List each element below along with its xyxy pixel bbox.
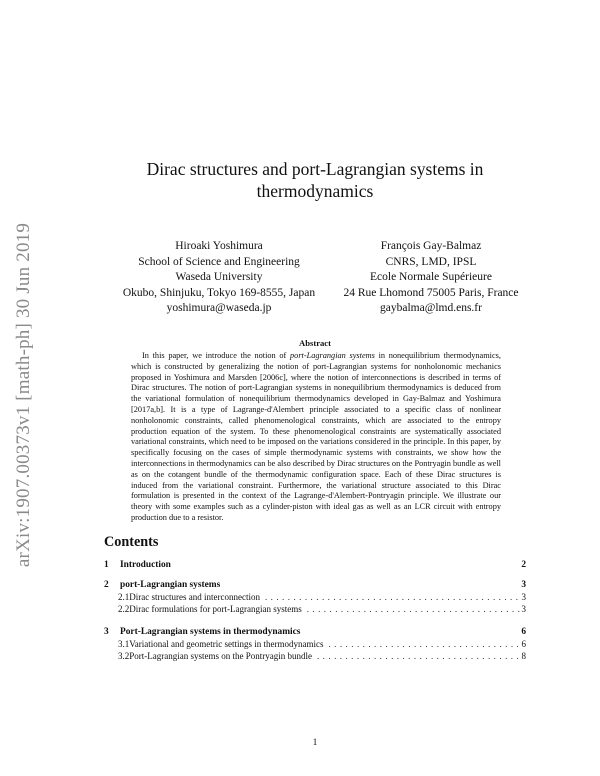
abstract-intro: In this paper, we introduce the notion of — [142, 351, 291, 360]
table-of-contents-section-3 — [104, 627, 526, 662]
table-of-contents-section-2 — [104, 580, 526, 615]
toc-label: Variational and geometric settings in thermodynamics — [129, 639, 324, 649]
toc-label: Port-Lagrangian systems in thermodynamics — [120, 627, 301, 637]
toc-leader-dots — [302, 604, 522, 614]
toc-entry-2-2[interactable] — [104, 604, 526, 616]
toc-number: 2 — [104, 580, 109, 590]
author-address: 24 Rue Lhomond 75005 Paris, France — [343, 286, 519, 299]
abstract-body: in nonequilibrium thermodynamics, which is constructed by generalizing the notion of port-Lagrangian systems for nonholonomic mechanics proposed in Yoshimura and Marsden [2006c], where the notion of interconnections is described in terms of Dirac structures. The notion of port-Lagrangian systems in nonequilibrium thermodynamics is deduced from the variational formulation of nonequilibrium thermodynamics developed in Gay-Balmaz and Yoshimura [2017a,b]. It is a type of Lagrange-d'Alembert principle associated to a specific class of nonlinear nonholonomic constraints, called phenomenological constraints, which are associated to the entropy production equation of the system. To these phenomenological constraints are systematically associated variational constraints, which need to be imposed on the variations considered in the principle. In this paper, by specifically focusing on the cases of simple thermodynamic systems with constraints, we show how the interconnections in thermodynamics can be also described by Dirac structures on the Pontryagin bundle as well as on the cotangent bundle of the thermodynamic configuration space. Each of these Dirac structures is induced from the variational constraint. Furthermore, the variational structure associated to this Dirac formulation is presented in the context of the Lagrange-d'Alembert-Pontryagin principle. We illustrate our theory with some examples such as a cylinder-piston with ideal gas as well as an LCR circuit with entropy production due to a resistor. — [131, 351, 501, 522]
toc-leader-dots — [323, 639, 521, 649]
toc-entry-3-1[interactable] — [104, 639, 526, 651]
table-of-contents — [104, 560, 526, 572]
abstract-text — [131, 351, 501, 524]
toc-number: 1 — [104, 560, 109, 570]
toc-number: 3.2 — [118, 650, 130, 661]
toc-entry-1[interactable] — [104, 560, 526, 572]
toc-page: 2 — [521, 560, 526, 570]
toc-page: 8 — [521, 650, 526, 661]
abstract-heading: Abstract — [299, 338, 331, 348]
contents-heading: Contents — [104, 534, 159, 550]
author-affiliation: Ecole Normale Supérieure — [370, 271, 492, 283]
author-affiliation: School of Science and Engineering — [138, 255, 300, 268]
toc-number: 2.2 — [118, 603, 130, 614]
author-block-2 — [320, 239, 542, 317]
author-affiliation: CNRS, LMD, IPSL — [385, 255, 477, 268]
arxiv-side-stamp — [0, 0, 46, 776]
toc-label: Introduction — [120, 560, 171, 570]
toc-page: 6 — [521, 639, 526, 649]
author-email: yoshimura@waseda.jp — [166, 302, 272, 314]
toc-label: port-Lagrangian systems — [120, 580, 221, 590]
toc-entry-2[interactable] — [104, 580, 526, 592]
toc-leader-dots — [260, 592, 522, 602]
title-line-2: thermodynamics — [256, 181, 374, 201]
toc-page: 6 — [521, 627, 526, 637]
author-address: Okubo, Shinjuku, Tokyo 169-8555, Japan — [122, 286, 316, 299]
paper-title — [100, 158, 530, 202]
author-name: Hiroaki Yoshimura — [175, 240, 263, 252]
author-block-1 — [96, 239, 342, 317]
toc-entry-3[interactable] — [104, 627, 526, 639]
author-name: François Gay-Balmaz — [380, 240, 482, 252]
title-line-1: Dirac structures and port-Lagrangian systems in — [146, 159, 484, 179]
author-email: gaybalma@lmd.ens.fr — [380, 302, 482, 314]
author-affiliation: Waseda University — [175, 271, 263, 283]
toc-leader-dots — [312, 651, 522, 661]
toc-label: Dirac structures and interconnection — [129, 592, 260, 602]
arxiv-identifier: arXiv:1907.00373v1 [math-ph] 30 Jun 2019 — [13, 222, 34, 568]
toc-number: 2.1 — [118, 592, 130, 602]
toc-page: 3 — [521, 592, 526, 602]
toc-entry-2-1[interactable] — [104, 592, 526, 604]
toc-number: 3.1 — [118, 639, 130, 649]
toc-entry-3-2[interactable] — [104, 651, 526, 663]
toc-label: Dirac formulations for port-Lagrangian systems — [129, 603, 302, 614]
abstract-emphasis: port-Lagrangian systems — [290, 351, 375, 360]
toc-page: 3 — [521, 580, 526, 590]
toc-number: 3 — [104, 627, 109, 637]
page-number: 1 — [312, 738, 318, 748]
toc-page: 3 — [521, 603, 526, 614]
toc-label: Port-Lagrangian systems on the Pontryagin bundle — [129, 650, 312, 661]
